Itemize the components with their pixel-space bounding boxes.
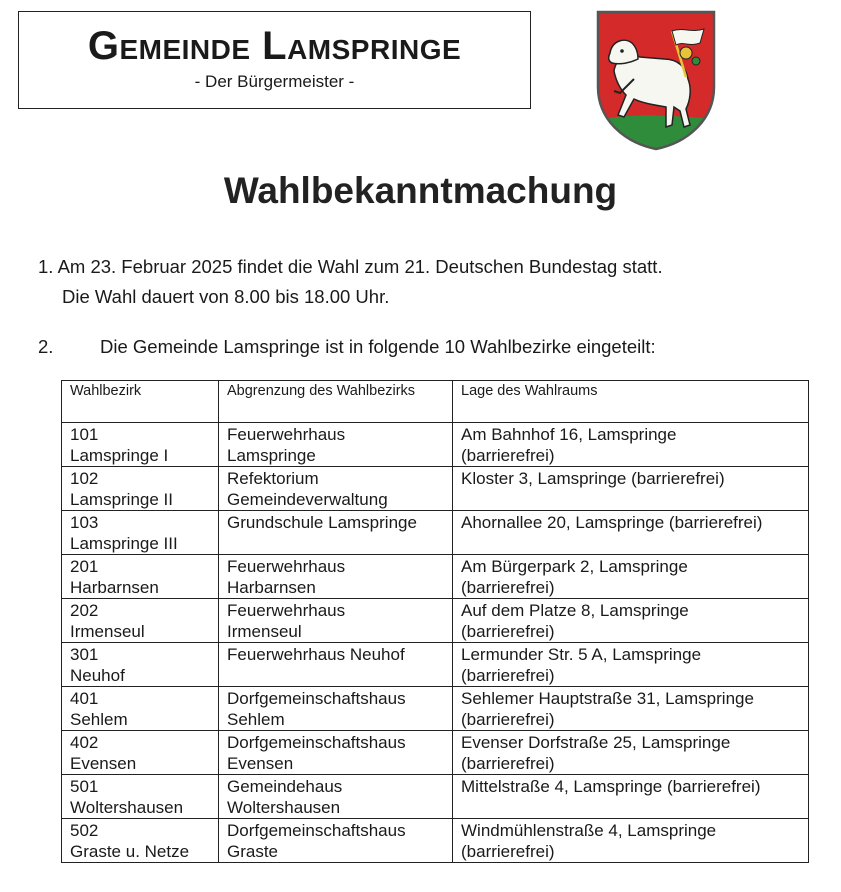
- boundary-cell-line: Feuerwehrhaus: [227, 601, 346, 620]
- location-cell: [453, 687, 809, 731]
- header-wahlbezirk: Wahlbezirk: [62, 381, 219, 423]
- location-cell: [453, 511, 809, 555]
- location-cell-line: Ahornallee 20, Lamspringe (barrierefrei): [461, 513, 763, 532]
- boundary-cell: [219, 819, 453, 863]
- district-cell-line: Lamspringe II: [70, 490, 173, 509]
- table-row: [62, 555, 809, 599]
- header-lage: Lage des Wahlraums: [453, 381, 809, 423]
- boundary-cell-line: Dorfgemeinschaftshaus: [227, 689, 406, 708]
- district-cell: [62, 731, 219, 775]
- boundary-cell-line: Graste: [227, 842, 279, 861]
- location-cell-line: Kloster 3, Lamspringe (barrierefrei): [461, 469, 725, 488]
- boundary-cell-line: Gemeindeverwaltung: [227, 490, 388, 509]
- district-cell: [62, 423, 219, 467]
- district-cell: [62, 775, 219, 819]
- location-cell-line: (barrierefrei): [461, 754, 555, 773]
- boundary-cell: [219, 643, 453, 687]
- coat-of-arms-icon: [594, 9, 718, 151]
- table-header-row: [62, 381, 809, 423]
- district-cell: [62, 599, 219, 643]
- header-abgrenzung: Abgrenzung des Wahlbezirks: [219, 381, 453, 423]
- district-cell-line: Harbarnsen: [70, 578, 159, 597]
- location-cell: [453, 775, 809, 819]
- district-cell: [62, 511, 219, 555]
- district-cell-line: 501: [70, 777, 99, 796]
- table-row: [62, 467, 809, 511]
- district-cell: [62, 687, 219, 731]
- location-cell-line: Auf dem Platze 8, Lamspringe: [461, 601, 689, 620]
- district-cell: [62, 819, 219, 863]
- location-cell-line: (barrierefrei): [461, 710, 555, 729]
- section-2: [38, 332, 656, 362]
- boundary-cell-line: Lamspringe: [227, 446, 316, 465]
- boundary-cell: [219, 511, 453, 555]
- district-cell-line: Lamspringe I: [70, 446, 169, 465]
- section-1-line2: Die Wahl dauert von 8.00 bis 18.00 Uhr.: [62, 286, 390, 307]
- district-cell-line: Graste u. Netze: [70, 842, 190, 861]
- table-row: [62, 819, 809, 863]
- district-cell-line: Sehlem: [70, 710, 128, 729]
- location-cell: [453, 423, 809, 467]
- boundary-cell-line: Woltershausen: [227, 798, 341, 817]
- location-cell-line: (barrierefrei): [461, 622, 555, 641]
- location-cell-line: Evenser Dorfstraße 25, Lamspringe: [461, 733, 731, 752]
- district-cell-line: 201: [70, 557, 99, 576]
- table-row: [62, 599, 809, 643]
- district-cell-line: 301: [70, 645, 99, 664]
- letterhead-box: [18, 11, 531, 109]
- district-cell: [62, 555, 219, 599]
- district-cell-line: 101: [70, 425, 99, 444]
- district-cell-line: Neuhof: [70, 666, 125, 685]
- location-cell-line: Sehlemer Hauptstraße 31, Lamspringe: [461, 689, 754, 708]
- location-cell-line: Am Bahnhof 16, Lamspringe: [461, 425, 677, 444]
- location-cell: [453, 555, 809, 599]
- boundary-cell-line: Gemeindehaus: [227, 777, 343, 796]
- table-row: [62, 687, 809, 731]
- boundary-cell: [219, 467, 453, 511]
- location-cell-line: Windmühlenstraße 4, Lamspringe: [461, 821, 717, 840]
- district-cell-line: 502: [70, 821, 99, 840]
- section-2-number: 2.: [38, 336, 54, 357]
- district-cell-line: Lamspringe III: [70, 534, 178, 553]
- location-cell: [453, 643, 809, 687]
- table-row: [62, 643, 809, 687]
- section-1-line1: Am 23. Februar 2025 findet die Wahl zum 21. Deutschen Bundestag statt.: [57, 256, 663, 277]
- district-cell: [62, 467, 219, 511]
- section-2-text: Die Gemeinde Lamspringe ist in folgende 10 Wahlbezirke eingeteilt:: [100, 336, 656, 357]
- boundary-cell: [219, 687, 453, 731]
- boundary-cell-line: Evensen: [227, 754, 294, 773]
- boundary-cell-line: Feuerwehrhaus Neuhof: [227, 645, 405, 664]
- mayor-subtitle: - Der Bürgermeister -: [194, 72, 355, 91]
- boundary-cell-line: Feuerwehrhaus: [227, 557, 346, 576]
- section-1-number: 1.: [38, 256, 54, 277]
- boundary-cell: [219, 599, 453, 643]
- table-row: [62, 731, 809, 775]
- location-cell-line: Am Bürgerpark 2, Lamspringe: [461, 557, 688, 576]
- location-cell: [453, 731, 809, 775]
- location-cell: [453, 819, 809, 863]
- boundary-cell-line: Grundschule Lamspringe: [227, 513, 417, 532]
- section-1: [38, 252, 663, 312]
- boundary-cell-line: Dorfgemeinschaftshaus: [227, 733, 406, 752]
- location-cell-line: Lermunder Str. 5 A, Lamspringe: [461, 645, 702, 664]
- boundary-cell-line: Dorfgemeinschaftshaus: [227, 821, 406, 840]
- boundary-cell-line: Refektorium: [227, 469, 319, 488]
- district-cell-line: 103: [70, 513, 99, 532]
- table-row: [62, 423, 809, 467]
- district-cell-line: Irmenseul: [70, 622, 145, 641]
- location-cell: [453, 467, 809, 511]
- polling-districts-table: [61, 380, 809, 863]
- district-cell-line: 401: [70, 689, 99, 708]
- location-cell: [453, 599, 809, 643]
- boundary-cell: [219, 731, 453, 775]
- boundary-cell-line: Sehlem: [227, 710, 285, 729]
- district-cell-line: 102: [70, 469, 99, 488]
- table-row: [62, 775, 809, 819]
- district-cell-line: Woltershausen: [70, 798, 184, 817]
- municipality-name: Gemeinde Lamspringe: [87, 24, 462, 68]
- location-cell-line: (barrierefrei): [461, 666, 555, 685]
- location-cell-line: (barrierefrei): [461, 578, 555, 597]
- location-cell-line: (barrierefrei): [461, 842, 555, 861]
- boundary-cell: [219, 423, 453, 467]
- district-cell: [62, 643, 219, 687]
- location-cell-line: (barrierefrei): [461, 446, 555, 465]
- document-title: Wahlbekanntmachung: [223, 170, 618, 211]
- boundary-cell-line: Feuerwehrhaus: [227, 425, 346, 444]
- boundary-cell-line: Irmenseul: [227, 622, 302, 641]
- boundary-cell-line: Harbarnsen: [227, 578, 316, 597]
- district-cell-line: 202: [70, 601, 99, 620]
- boundary-cell: [219, 775, 453, 819]
- boundary-cell: [219, 555, 453, 599]
- district-cell-line: 402: [70, 733, 99, 752]
- table-row: [62, 511, 809, 555]
- district-cell-line: Evensen: [70, 754, 137, 773]
- location-cell-line: Mittelstraße 4, Lamspringe (barrierefrei): [461, 777, 761, 796]
